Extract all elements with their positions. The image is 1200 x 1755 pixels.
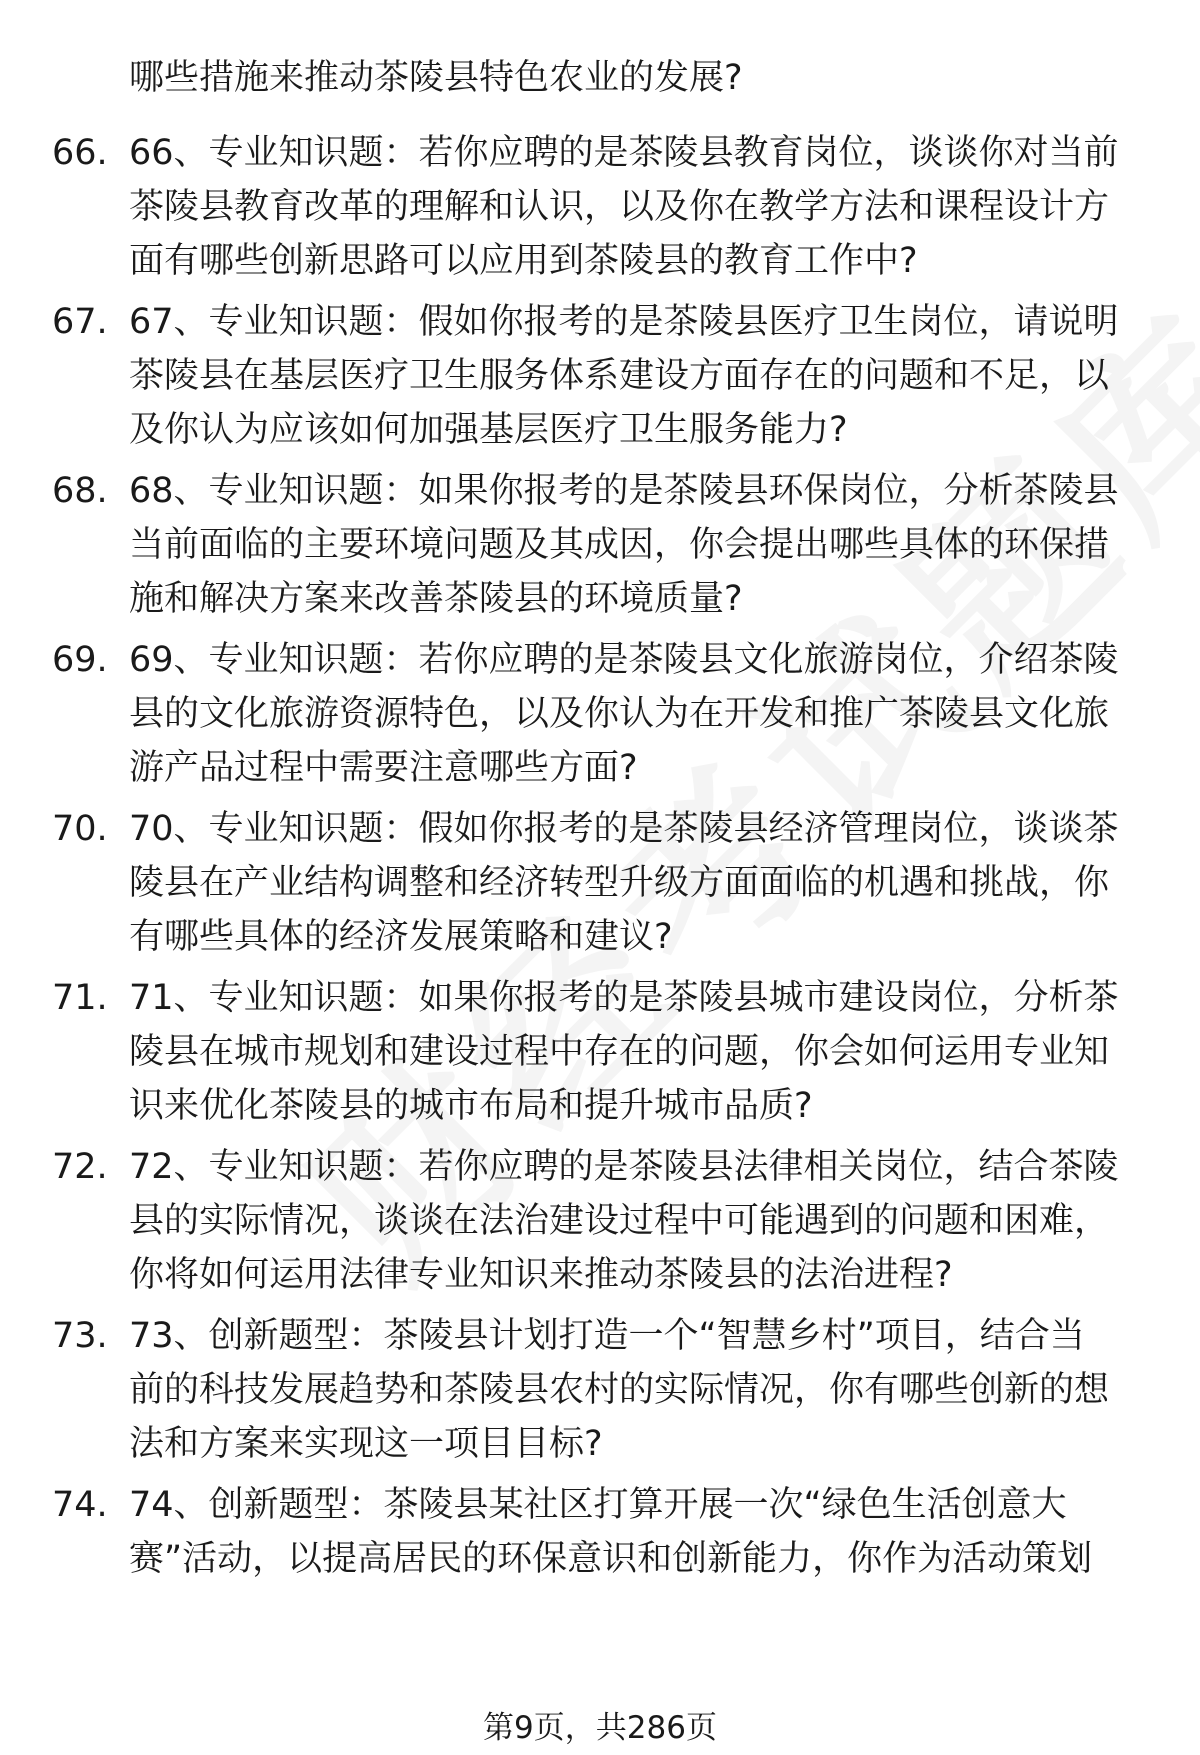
question-text: 县的文化旅游资源特色，以及你认为在开发和推广茶陵县文化旅 <box>129 694 1110 734</box>
question-line <box>0 853 1200 913</box>
question-line <box>0 123 1200 183</box>
question-text: 茶陵县在基层医疗卫生服务体系建设方面存在的问题和不足，以 <box>129 356 1110 396</box>
question-text: 71、专业知识题：如果你报考的是茶陵县城市建设岗位，分析茶 <box>129 978 1119 1018</box>
question-text: 当前面临的主要环境问题及其成因，你会提出哪些具体的环保措 <box>129 525 1110 565</box>
question-text: 陵县在产业结构调整和经济转型升级方面面临的机遇和挑战，你 <box>129 863 1110 903</box>
question-line <box>0 1076 1200 1136</box>
question-text: 县的实际情况，谈谈在法治建设过程中可能遇到的问题和困难， <box>129 1201 1110 1241</box>
question-line <box>0 1475 1200 1535</box>
question-number: 70. <box>52 809 108 849</box>
question-line <box>0 177 1200 237</box>
question-line <box>0 684 1200 744</box>
question-line <box>0 1191 1200 1251</box>
continued-text: 哪些措施来推动茶陵县特色农业的发展? <box>129 58 743 98</box>
question-text: 有哪些具体的经济发展策略和建议? <box>129 917 673 957</box>
question-text: 70、专业知识题：假如你报考的是茶陵县经济管理岗位，谈谈茶 <box>129 809 1119 849</box>
question-number: 74. <box>52 1485 108 1525</box>
question-number: 71. <box>52 978 108 1018</box>
question-text: 识来优化茶陵县的城市布局和提升城市品质? <box>129 1086 813 1126</box>
question-number: 66. <box>52 133 108 173</box>
question-number: 73. <box>52 1316 108 1356</box>
question-text: 茶陵县教育改革的理解和认识，以及你在教学方法和课程设计方 <box>129 187 1110 227</box>
question-number: 67. <box>52 302 108 342</box>
question-text: 游产品过程中需要注意哪些方面? <box>129 748 638 788</box>
question-line <box>0 1245 1200 1305</box>
question-text: 72、专业知识题：若你应聘的是茶陵县法律相关岗位，结合茶陵 <box>129 1147 1119 1187</box>
question-line <box>0 1529 1200 1589</box>
question-text: 74、创新题型：茶陵县某社区打算开展一次“绿色生活创意大 <box>129 1485 1067 1525</box>
question-text: 面有哪些创新思路可以应用到茶陵县的教育工作中? <box>129 241 918 281</box>
question-line <box>0 738 1200 798</box>
question-number: 68. <box>52 471 108 511</box>
question-text: 68、专业知识题：如果你报考的是茶陵县环保岗位，分析茶陵县 <box>129 471 1119 511</box>
question-line <box>0 1306 1200 1366</box>
question-line <box>0 799 1200 859</box>
question-line <box>0 346 1200 406</box>
question-text: 前的科技发展趋势和茶陵县农村的实际情况，你有哪些创新的想 <box>129 1370 1110 1410</box>
question-line <box>0 968 1200 1028</box>
page-footer: 第9页，共286页 <box>483 1710 717 1746</box>
question-text: 赛”活动，以提高居民的环保意识和创新能力，你作为活动策划 <box>129 1539 1093 1579</box>
question-line <box>0 1360 1200 1420</box>
question-number: 72. <box>52 1147 108 1187</box>
question-line <box>0 1022 1200 1082</box>
question-line <box>0 515 1200 575</box>
question-text: 陵县在城市规划和建设过程中存在的问题，你会如何运用专业知 <box>129 1032 1110 1072</box>
question-line <box>0 630 1200 690</box>
question-line <box>0 1414 1200 1474</box>
question-text: 67、专业知识题：假如你报考的是茶陵县医疗卫生岗位，请说明 <box>129 302 1119 342</box>
question-line <box>0 569 1200 629</box>
question-line <box>0 292 1200 352</box>
question-text: 你将如何运用法律专业知识来推动茶陵县的法治进程? <box>129 1255 953 1295</box>
question-text: 施和解决方案来改善茶陵县的环境质量? <box>129 579 743 619</box>
question-line <box>0 907 1200 967</box>
question-text: 69、专业知识题：若你应聘的是茶陵县文化旅游岗位，介绍茶陵 <box>129 640 1119 680</box>
question-text: 66、专业知识题：若你应聘的是茶陵县教育岗位，谈谈你对当前 <box>129 133 1119 173</box>
question-number: 69. <box>52 640 108 680</box>
question-line <box>0 461 1200 521</box>
question-line <box>0 400 1200 460</box>
continued-text-line <box>0 48 1200 108</box>
question-text: 法和方案来实现这一项目目标? <box>129 1424 603 1464</box>
question-text: 及你认为应该如何加强基层医疗卫生服务能力? <box>129 410 848 450</box>
question-text: 73、创新题型：茶陵县计划打造一个“智慧乡村”项目，结合当 <box>129 1316 1085 1356</box>
question-line <box>0 231 1200 291</box>
question-line <box>0 1137 1200 1197</box>
